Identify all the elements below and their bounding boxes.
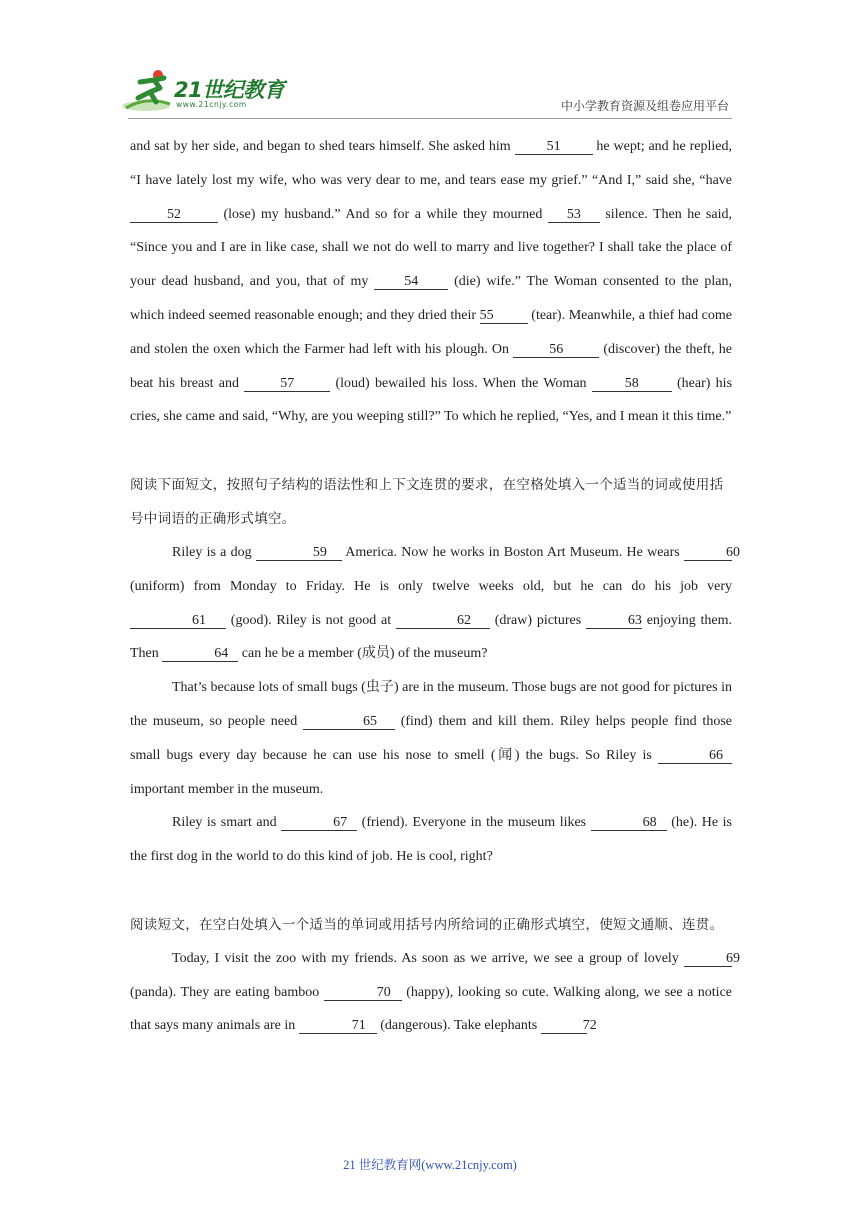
spacer bbox=[130, 434, 732, 468]
logo-url: www.21cnjy.com bbox=[176, 100, 247, 109]
blank-56[interactable]: 56 bbox=[513, 342, 599, 358]
blank-60[interactable]: 60 bbox=[684, 545, 732, 561]
document-body bbox=[130, 130, 740, 1043]
blank-53[interactable]: 53 bbox=[548, 207, 600, 223]
passage-farmer: and sat by her side, and began to shed tears himself. She asked him 51 he wept; and he replied, “I have lately lost my wife, who was very dear to me, and tears ease my grief.” “And I,” said she, “have 52 (lose) my husband.” And so for a while they mourned 53 silence. Then he said, “Since you and I are in like case, shall we not do well to marry and live together? I shall take the place of your dead husband, and you, that of my 54 (die) wife.” The Woman consented to the plan, which indeed seemed reasonable enough; and they dried their 55 (tear). Meanwhile, a thief had come and stolen the oxen which the Farmer had left with his plough. On 56 (discover) the theft, he beat his breast and 57 (loud) bewailed his loss. When the Woman 58 (hear) his cries, she came and said, “Why, are you weeping still?” To which he replied, “Yes, and I mean it this time.” bbox=[130, 139, 733, 425]
blank-61[interactable]: 61 bbox=[130, 613, 226, 629]
platform-label: 中小学教育资源及组卷应用平台 bbox=[560, 99, 729, 113]
blank-66[interactable]: 66 bbox=[658, 748, 732, 764]
blank-57[interactable]: 57 bbox=[244, 376, 330, 392]
blank-69[interactable]: 69 bbox=[684, 951, 732, 967]
blank-71[interactable]: 71 bbox=[299, 1018, 377, 1034]
passage-zoo: Today, I visit the zoo with my friends. As soon as we arrive, we see a group of lovely 69 (panda). They are eating bamboo 70 (happy), looking so cute. Walking along, we see a notice that says many animals are in 71 (dangerous). Take elephants 72 bbox=[130, 950, 740, 1034]
instruction-3: 阅读短文，在空白处填入一个适当的单词或用括号内所给词的正确形式填空，使短文通顺、连贯。 bbox=[130, 916, 724, 933]
page-header bbox=[0, 0, 860, 125]
blank-64[interactable]: 64 bbox=[162, 646, 238, 662]
blank-72[interactable]: 72 bbox=[541, 1018, 587, 1034]
blank-51[interactable]: 51 bbox=[515, 139, 593, 155]
spacer bbox=[130, 874, 732, 908]
blank-62[interactable]: 62 bbox=[396, 613, 490, 629]
blank-63[interactable]: 63 bbox=[586, 613, 642, 629]
blank-52[interactable]: 52 bbox=[130, 207, 218, 223]
passage-riley-p1: Riley is a dog 59 America. Now he works in Boston Art Museum. He wears 60 (uniform) from Monday to Friday. He is only twelve weeks old, but he can do his job very 61 (good). Riley is not good at 62 (draw) pictures 63 enjoying them. Then 64 can he be a member (成员) of the museum? bbox=[130, 544, 740, 662]
header-divider bbox=[128, 118, 732, 119]
instruction-2: 阅读下面短文，按照句子结构的语法性和上下文连贯的要求，在空格处填入一个适当的词或使用括号中词语的正确形式填空。 bbox=[130, 476, 724, 527]
page-footer: 21 世纪教育网(www.21cnjy.com) bbox=[343, 1158, 517, 1172]
blank-65[interactable]: 65 bbox=[303, 714, 395, 730]
blank-70[interactable]: 70 bbox=[324, 985, 402, 1001]
logo-text: 21世纪教育 bbox=[174, 78, 285, 102]
blank-55[interactable]: 55 bbox=[480, 308, 528, 324]
blank-59[interactable]: 59 bbox=[256, 545, 342, 561]
blank-68[interactable]: 68 bbox=[591, 815, 667, 831]
passage-riley-p2: That’s because lots of small bugs (虫子) are in the museum. Those bugs are not good for pictures in the museum, so people need 65 (find) them and kill them. Riley helps people find those small bugs every day because he can use his nose to smell (闻) the bugs. So Riley is 66 important member in the museum. bbox=[130, 680, 732, 797]
blank-58[interactable]: 58 bbox=[592, 376, 672, 392]
blank-54[interactable]: 54 bbox=[374, 274, 448, 290]
passage-riley-p3: Riley is smart and 67 (friend). Everyone in the museum likes 68 (he). He is the first dog in the world to do this kind of job. He is cool, right? bbox=[130, 815, 732, 865]
blank-67[interactable]: 67 bbox=[281, 815, 357, 831]
runner-icon bbox=[120, 68, 176, 114]
site-logo bbox=[120, 68, 290, 114]
